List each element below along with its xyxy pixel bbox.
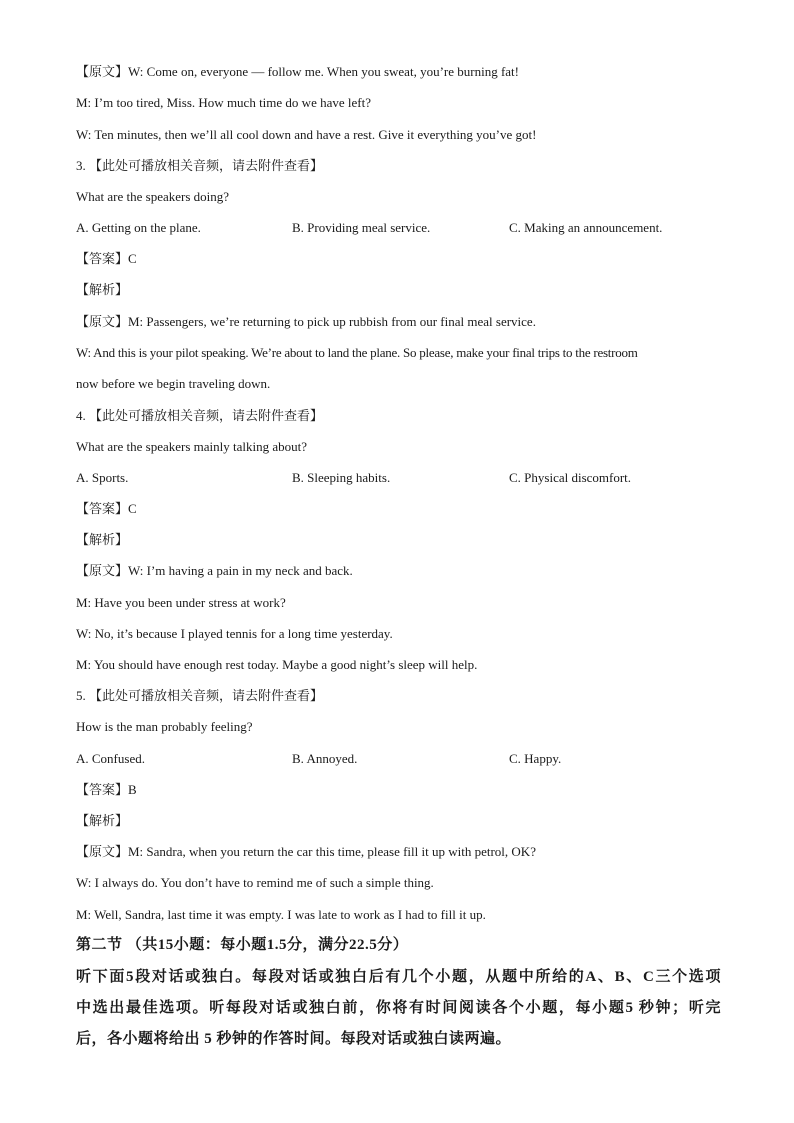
- q3-analysis-label: 【解析】: [76, 282, 129, 297]
- q4-analysis-label: 【解析】: [76, 532, 129, 547]
- q5-option-a: A. Confused.: [76, 751, 145, 766]
- q3-answer: 【答案】C: [76, 251, 137, 266]
- q5-transcript-3: M: Well, Sandra, last time it was empty. I was late to work as I had to fill it up.: [76, 907, 486, 922]
- q4-option-a: A. Sports.: [76, 470, 129, 485]
- q3-option-c: C. Making an announcement.: [509, 220, 663, 235]
- q5-answer: 【答案】B: [76, 782, 137, 797]
- q4-transcript-3: W: No, it’s because I played tennis for a long time yesterday.: [76, 626, 393, 641]
- q5-header: 5. 【此处可播放相关音频，请去附件查看】: [76, 688, 324, 703]
- q4-header: 4. 【此处可播放相关音频，请去附件查看】: [76, 408, 324, 423]
- section2-instructions-2: 中选出最佳选项。听每段对话或独白前，你将有时间阅读各个小题，每小题5 秒钟；听完: [76, 1000, 721, 1016]
- section2-instructions-3: 后，各小题将给出 5 秒钟的作答时间。每段对话或独白读两遍。: [76, 1031, 512, 1047]
- q3-transcript-1: 【原文】M: Passengers, we’re returning to pick up rubbish from our final meal service.: [76, 314, 536, 329]
- q4-option-b: B. Sleeping habits.: [292, 470, 391, 485]
- section2-instructions-1: 听下面5段对话或独白。每段对话或独白后有几个小题，从题中所给的A、B、C三个选项: [76, 969, 721, 985]
- q2-transcript-w1: 【原文】W: Come on, everyone — follow me. When you sweat, you’re burning fat!: [76, 64, 519, 79]
- q2-transcript-w2: W: Ten minutes, then we’ll all cool down and have a rest. Give it everything you’ve got!: [76, 127, 537, 142]
- q5-option-b: B. Annoyed.: [292, 751, 358, 766]
- q3-header: 3. 【此处可播放相关音频，请去附件查看】: [76, 158, 324, 173]
- q4-answer: 【答案】C: [76, 501, 137, 516]
- q4-option-c: C. Physical discomfort.: [509, 470, 632, 485]
- q3-transcript-2: W: And this is your pilot speaking. We’re about to land the plane. So please, make your final trips to the restroom: [76, 345, 638, 360]
- q5-analysis-label: 【解析】: [76, 813, 129, 828]
- q4-transcript-1: 【原文】W: I’m having a pain in my neck and back.: [76, 563, 353, 578]
- q3-question: What are the speakers doing?: [76, 189, 230, 204]
- q3-transcript-3: now before we begin traveling down.: [76, 376, 271, 391]
- q5-option-c: C. Happy.: [509, 751, 562, 766]
- q5-transcript-2: W: I always do. You don’t have to remind me of such a simple thing.: [76, 875, 434, 890]
- q3-option-b: B. Providing meal service.: [292, 220, 431, 235]
- q4-transcript-4: M: You should have enough rest today. Maybe a good night’s sleep will help.: [76, 657, 478, 672]
- q4-transcript-2: M: Have you been under stress at work?: [76, 595, 286, 610]
- q4-question: What are the speakers mainly talking about?: [76, 439, 308, 454]
- q5-transcript-1: 【原文】M: Sandra, when you return the car this time, please fill it up with petrol, OK?: [76, 844, 536, 859]
- q2-transcript-m1: M: I’m too tired, Miss. How much time do we have left?: [76, 95, 371, 110]
- section2-title: 第二节 （共15小题：每小题1.5分，满分22.5分）: [76, 937, 409, 953]
- q3-option-a: A. Getting on the plane.: [76, 220, 201, 235]
- q5-question: How is the man probably feeling?: [76, 719, 253, 734]
